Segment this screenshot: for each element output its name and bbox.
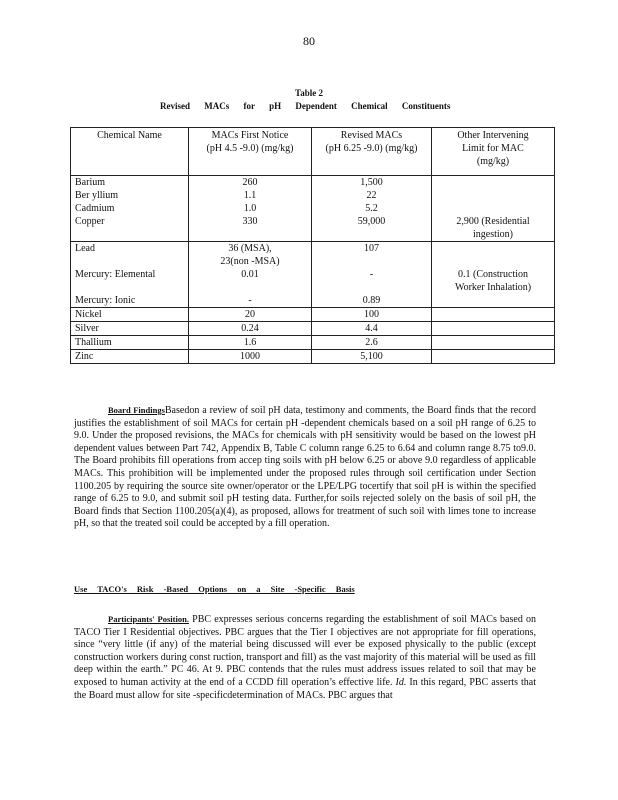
value: ingestion) bbox=[473, 229, 513, 240]
value: 1.1 bbox=[243, 190, 257, 201]
table-row bbox=[71, 322, 555, 336]
value: 2,900 (Residential bbox=[456, 216, 530, 227]
value: 330 bbox=[242, 216, 258, 227]
header-text: (pH 6.25 -9.0) (mg/kg) bbox=[325, 143, 418, 154]
value: 1.6 bbox=[189, 336, 312, 350]
value: 2.6 bbox=[312, 336, 432, 350]
header-text: Limit for MAC bbox=[462, 143, 524, 154]
board-findings-heading: Board Findings bbox=[108, 405, 165, 415]
header-text: Chemical Name bbox=[97, 130, 162, 141]
table-row bbox=[71, 350, 555, 364]
value: 0.89 bbox=[362, 295, 381, 306]
table-header-row bbox=[71, 128, 555, 176]
cell-other bbox=[432, 242, 555, 308]
value: 1000 bbox=[189, 350, 312, 364]
table-row bbox=[71, 308, 555, 322]
value: 0.24 bbox=[189, 322, 312, 336]
value: 1,500 bbox=[360, 177, 383, 188]
value bbox=[432, 336, 555, 350]
cell-names bbox=[71, 242, 189, 308]
header-first-notice bbox=[189, 128, 312, 176]
participants-paragraph bbox=[74, 613, 536, 702]
board-findings-paragraph bbox=[74, 404, 536, 531]
table-row-group2 bbox=[71, 242, 555, 308]
value: 1.0 bbox=[243, 203, 257, 214]
participants-italic: Id. bbox=[395, 676, 407, 688]
cell-first-notice bbox=[189, 242, 312, 308]
value: 4.4 bbox=[312, 322, 432, 336]
value: 22 bbox=[366, 190, 377, 201]
chemical-name: Mercury: Ionic bbox=[75, 295, 136, 306]
table-row bbox=[71, 336, 555, 350]
chemical-name: Zinc bbox=[71, 350, 189, 364]
header-chemical-name bbox=[71, 128, 189, 176]
value: 20 bbox=[189, 308, 312, 322]
mac-table bbox=[70, 127, 555, 364]
value bbox=[432, 308, 555, 322]
table-row-group1 bbox=[71, 176, 555, 242]
header-other-limit bbox=[432, 128, 555, 176]
header-text: MACs First Notice bbox=[211, 130, 289, 141]
value: 107 bbox=[364, 243, 379, 254]
chemical-name: Thallium bbox=[71, 336, 189, 350]
value: 36 (MSA), bbox=[228, 243, 272, 254]
header-text: (pH 4.5 -9.0) (mg/kg) bbox=[206, 143, 294, 154]
value: 5.2 bbox=[365, 203, 378, 214]
value: 5,100 bbox=[312, 350, 432, 364]
chemical-name: Copper bbox=[75, 216, 105, 227]
table-caption: Revised MACs for pH Dependent Chemical Constituents bbox=[160, 101, 451, 111]
header-revised bbox=[312, 128, 432, 176]
board-findings-text: Basedon a review of soil pH data, testimony and comments, the Board finds that the record justifies the establishment of soil MACs for certain pH -dependent chemicals based on a soil pH range of 6.25 to 9.0. Under the proposed revisions, the MACs for chemicals with pH sensitivity would be based on the lowest pH dependent values between Part 742, Appendix B, Table C column range 6.25 to 6.64 and column range 8.75 to9.0. The Board prohibits fill operations from accep ting soils with pH below 6.25 or above 9.0 regardless of applicable MACs. This prohibition will be implemented under the proposed rules through soil certification under Section 1100.205 by requiring the source site owner/operator or the LPE/LPG tocertify that soil pH is within the specified range of 6.25 to 9.0, and submit soil pH testing data. Further,for soils rejected solely on the basis of soil pH, the Board finds that Section 1100.205(a)(4), as proposed, allows for treatment of such soil with limes tone to increase pH, so that the treated soil could be accepted by a fill operation. bbox=[74, 405, 536, 530]
chemical-name: Barium bbox=[75, 177, 105, 188]
value: 23(non -MSA) bbox=[220, 256, 280, 267]
value bbox=[432, 350, 555, 364]
participants-text: PBC expresses serious concerns regarding the establishment of soil MACs based on TACO Tier I Residential objectives. PBC argues that the Tier I objectives are not appropriate for fill operations, since “very little (if any) of the material being discussed will ever be exposed physically to the public (except construction workers during const ruction, transport and fill) as the vast majority of this material will be used as fill deep within the earth.” PC 46. At 9. PBC contends that the rules must address issues related to soil that may be exposed to human activity at the end of a CCDD fill operation’s effective life. bbox=[74, 614, 536, 688]
value bbox=[432, 322, 555, 336]
chemical-name: Cadmium bbox=[75, 203, 115, 214]
chemical-name: Nickel bbox=[71, 308, 189, 322]
cell-first-notice bbox=[189, 176, 312, 242]
chemical-name: Ber yllium bbox=[75, 190, 119, 201]
header-text: (mg/kg) bbox=[476, 156, 510, 167]
cell-revised bbox=[312, 176, 432, 242]
cell-names bbox=[71, 176, 189, 242]
value: - bbox=[248, 295, 252, 306]
section-heading: Use TACO's Risk -Based Options on a Site -Specific Basis bbox=[74, 584, 355, 594]
cell-revised bbox=[312, 242, 432, 308]
value: 59,000 bbox=[357, 216, 386, 227]
cell-other bbox=[432, 176, 555, 242]
chemical-name: Lead bbox=[75, 243, 95, 254]
value: 0.01 bbox=[241, 269, 259, 280]
participants-text-end: In this regard, PBC asserts that the Board must allow for site -specificdetermination of MACs. PBC argues that bbox=[74, 676, 536, 701]
value: 100 bbox=[312, 308, 432, 322]
value: 0.1 (Construction bbox=[458, 269, 528, 280]
value: Worker Inhalation) bbox=[454, 282, 532, 293]
table-label: Table 2 bbox=[295, 88, 323, 98]
value: - bbox=[369, 269, 374, 280]
participants-heading: Participants' Position. bbox=[108, 614, 189, 624]
value: 260 bbox=[242, 177, 258, 188]
chemical-name: Silver bbox=[71, 322, 189, 336]
header-text: Revised MACs bbox=[340, 130, 403, 141]
header-text: Other Intervening bbox=[457, 130, 529, 141]
page-number: 80 bbox=[303, 34, 315, 48]
chemical-name: Mercury: Elemental bbox=[75, 269, 156, 280]
